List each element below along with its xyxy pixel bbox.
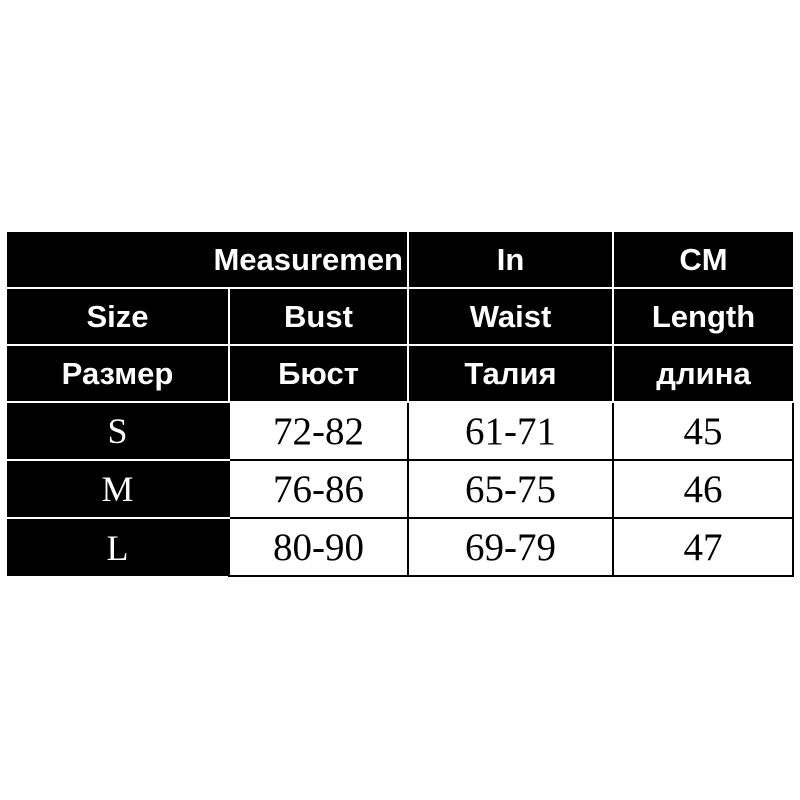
bust-cell: 76-86	[229, 460, 408, 518]
size-column-header: Size	[7, 288, 229, 345]
waist-cell: 69-79	[408, 518, 613, 576]
bust-column-header-ru: Бюст	[229, 345, 408, 402]
table-row	[7, 402, 793, 460]
waist-column-header-ru: Талия	[408, 345, 613, 402]
waist-cell: 61-71	[408, 402, 613, 460]
waist-column-header: Waist	[408, 288, 613, 345]
size-cell: S	[7, 402, 229, 460]
waist-cell: 65-75	[408, 460, 613, 518]
table-row	[7, 518, 793, 576]
size-chart-table	[7, 232, 794, 577]
size-cell: M	[7, 460, 229, 518]
length-cell: 47	[613, 518, 793, 576]
unit-cm-label: CM	[613, 232, 793, 288]
header-row-russian	[7, 345, 793, 402]
size-column-header-ru: Размер	[7, 345, 229, 402]
table-row	[7, 460, 793, 518]
length-cell: 46	[613, 460, 793, 518]
bust-column-header: Bust	[229, 288, 408, 345]
length-cell: 45	[613, 402, 793, 460]
size-cell: L	[7, 518, 229, 576]
bust-cell: 80-90	[229, 518, 408, 576]
unit-in-label: In	[408, 232, 613, 288]
header-row-measurement	[7, 232, 793, 288]
bust-cell: 72-82	[229, 402, 408, 460]
length-column-header: Length	[613, 288, 793, 345]
length-column-header-ru: длина	[613, 345, 793, 402]
header-row-english	[7, 288, 793, 345]
measurement-title: Measuremen	[7, 232, 408, 288]
